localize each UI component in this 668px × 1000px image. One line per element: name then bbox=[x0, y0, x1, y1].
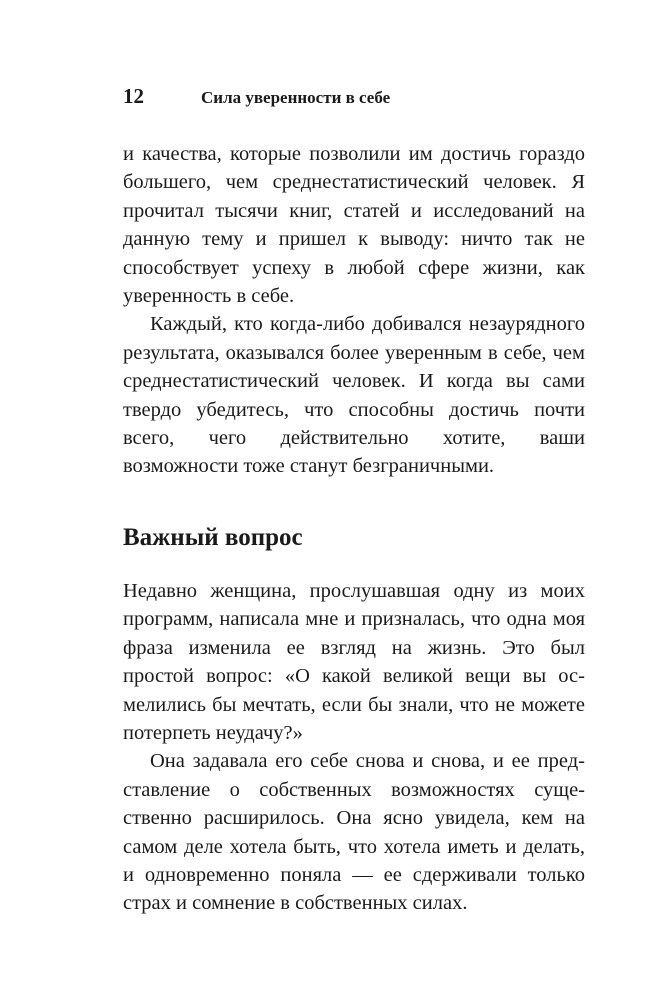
book-title: Сила уверенности в себе bbox=[201, 88, 391, 107]
page-number: 12 bbox=[123, 84, 144, 108]
section-heading: Важный вопрос bbox=[123, 523, 303, 551]
section-paragraph: Недавно женщина, прослушавшая одну из моих программ, написала мне и призналась, что одна моя фраза изменила ее взгляд на жизнь. Это был простой вопрос: «О какой великой вещи вы осмелились бы мечтать, если бы знали, что не можете потерпеть неудачу?» bbox=[123, 579, 585, 744]
running-header bbox=[123, 84, 585, 114]
section-paragraph: Она задавала его себе снова и снова, и ее представление о собственных возможностях существенно расширилось. Она ясно увидела, кем на самом деле хотела быть, что хотела иметь и делать, и одновременно поняла — ее сдерживали только страх и сомнение в собственных силах. bbox=[123, 750, 585, 915]
book-page bbox=[123, 84, 585, 918]
paragraph-continued: и качества, которые позволили им достичь гораздо большего, чем среднестатистический человек. Я прочитал тысячи книг, статей и исследований на данную тему и пришел к выводу: ничто так не способствует успеху в любой сфере жизни, как уверенность в себе. bbox=[123, 143, 585, 308]
paragraph: Каждый, кто когда-либо добивался незаурядного результата, оказывался более уверенным в себе, чем среднестатистический человек. И когда вы сами твердо убедитесь, что способны достичь почти всего, чего действительно хотите, ваши возможности тоже станут безграничными. bbox=[123, 313, 585, 478]
